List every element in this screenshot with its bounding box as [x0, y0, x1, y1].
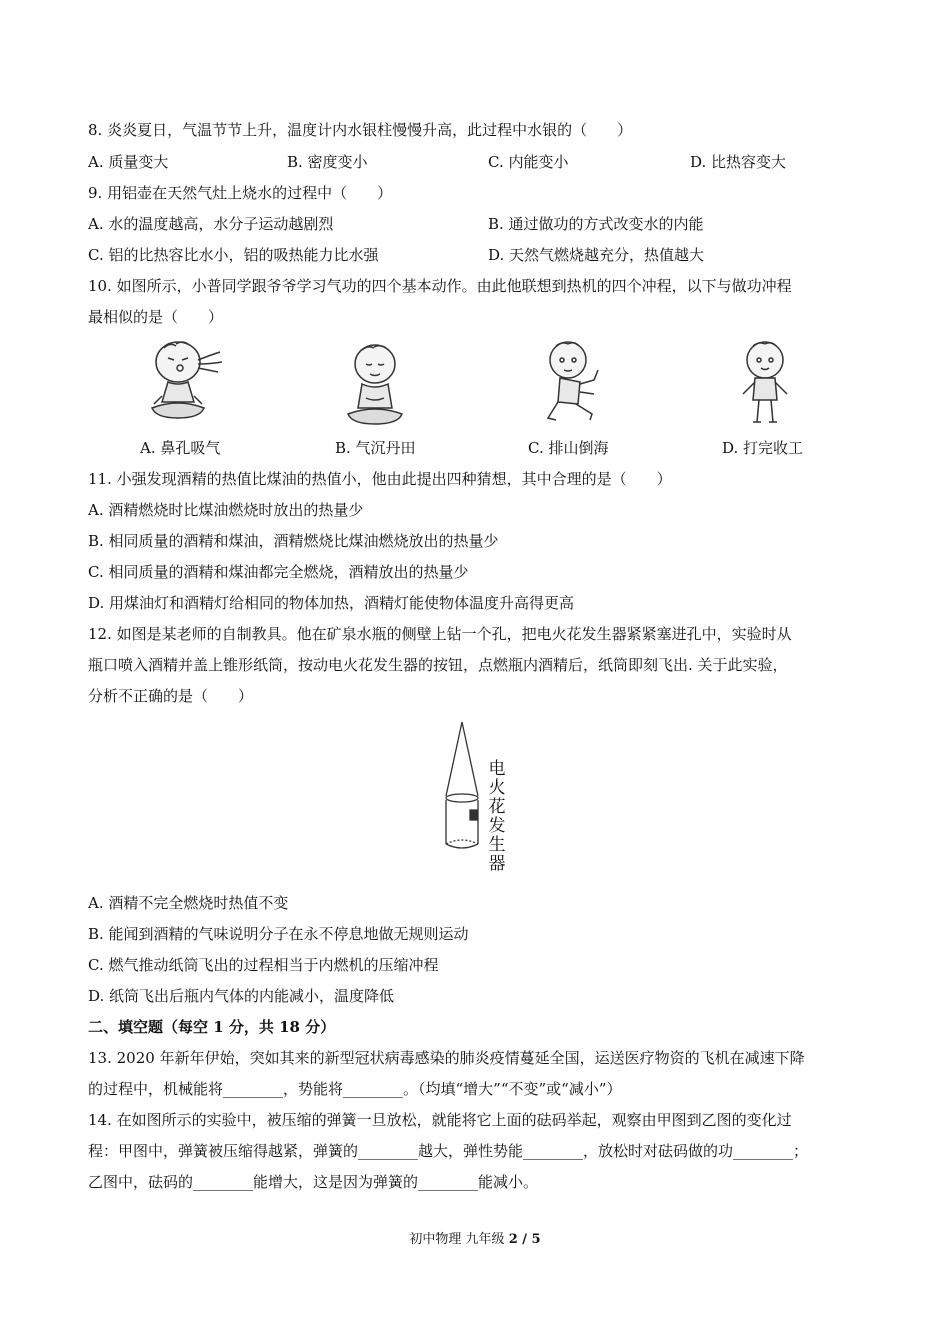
footer-page-number: 2 / 5: [508, 1232, 541, 1247]
q10-stem-line2: 最相似的是（ ）: [88, 308, 224, 326]
bottle-cone-figure: [440, 718, 490, 858]
q11-option-a: A. 酒精燃烧时比煤油燃烧时放出的热量少: [88, 501, 364, 519]
q10-caption-a: A. 鼻孔吸气: [140, 439, 221, 457]
qigong-figure-d: [735, 338, 795, 428]
q8-option-c: C. 内能变小: [488, 153, 569, 171]
q9-option-d: D. 天然气燃烧越充分，热值越大: [488, 246, 705, 264]
q9-option-b: B. 通过做功的方式改变水的内能: [488, 215, 704, 233]
q9-option-c: C. 铝的比热容比水小，铝的吸热能力比水强: [88, 246, 379, 264]
q12-stem-line1: 12. 如图是某老师的自制教具。他在矿泉水瓶的侧壁上钻一个孔，把电火花发生器紧紧塞进孔中，实验时从: [88, 625, 792, 643]
page-footer: [0, 1228, 950, 1247]
q10-stem-line1: 10. 如图所示，小普同学跟爷爷学习气功的四个基本动作。由此他联想到热机的四个冲程，以下与做功冲程: [88, 277, 792, 295]
q12-option-c: C. 燃气推动纸筒飞出的过程相当于内燃机的压缩冲程: [88, 956, 439, 974]
q8-option-d: D. 比热容变大: [690, 153, 787, 171]
q10-caption-b: B. 气沉丹田: [335, 439, 416, 457]
qigong-figure-a: [140, 336, 230, 426]
q14-line1: 14. 在如图所示的实验中，被压缩的弹簧一旦放松，就能将它上面的砝码举起，观察由甲图到乙图的变化过: [88, 1111, 792, 1129]
q8-option-a: A. 质量变大: [88, 153, 169, 171]
q14-line2: 程：甲图中，弹簧被压缩得越紧，弹簧的________越大，弹性势能________，放松时对砝码做的功________；: [88, 1142, 809, 1160]
q11-option-c: C. 相同质量的酒精和煤油都完全燃烧，酒精放出的热量少: [88, 563, 469, 581]
qigong-figure-b: [340, 340, 410, 430]
section-title-fill-in: 二、填空题（每空 1 分，共 18 分）: [88, 1018, 336, 1036]
qigong-figure-c: [540, 338, 610, 428]
q9-option-a: A. 水的温度越高，水分子运动越剧烈: [88, 215, 334, 233]
q11-stem: 11. 小强发现酒精的热值比煤油的热值小，他由此提出四种猜想，其中合理的是（ ）: [88, 470, 672, 488]
q9-stem: 9. 用铝壶在天然气灶上烧水的过程中（ ）: [88, 184, 393, 202]
q12-option-d: D. 纸筒飞出后瓶内气体的内能减小，温度降低: [88, 987, 395, 1005]
q10-caption-c: C. 排山倒海: [528, 439, 609, 457]
q13-line1: 13. 2020 年新年伊始，突如其来的新型冠状病毒感染的肺炎疫情蔓延全国，运送医疗物资的飞机在减速下降: [88, 1049, 805, 1067]
q11-option-b: B. 相同质量的酒精和煤油，酒精燃烧比煤油燃烧放出的热量少: [88, 532, 499, 550]
q12-stem-line3: 分析不正确的是（ ）: [88, 687, 254, 705]
q12-stem-line2: 瓶口喷入酒精并盖上锥形纸筒，按动电火花发生器的按钮，点燃瓶内酒精后，纸筒即刻飞出. 关于此实验，: [88, 656, 788, 674]
q12-option-a: A. 酒精不完全燃烧时热值不变: [88, 894, 289, 912]
spark-generator-label: 电 火 花 发 生 器: [488, 759, 506, 874]
q12-option-b: B. 能闻到酒精的气味说明分子在永不停息地做无规则运动: [88, 925, 469, 943]
q14-line3: 乙图中，砝码的________能增大，这是因为弹簧的________能减小。: [88, 1173, 539, 1191]
q8-option-b: B. 密度变小: [287, 153, 368, 171]
q11-option-d: D. 用煤油灯和酒精灯给相同的物体加热，酒精灯能使物体温度升高得更高: [88, 594, 575, 612]
q10-caption-d: D. 打完收工: [722, 439, 804, 457]
q8-stem: 8. 炎炎夏日，气温节节上升，温度计内水银柱慢慢升高，此过程中水银的（ ）: [88, 121, 633, 139]
q13-line2: 的过程中，机械能将________，势能将________。（均填“增大”“不变”或“减小”）: [88, 1080, 622, 1098]
footer-subject: 初中物理 九年级: [409, 1232, 509, 1247]
